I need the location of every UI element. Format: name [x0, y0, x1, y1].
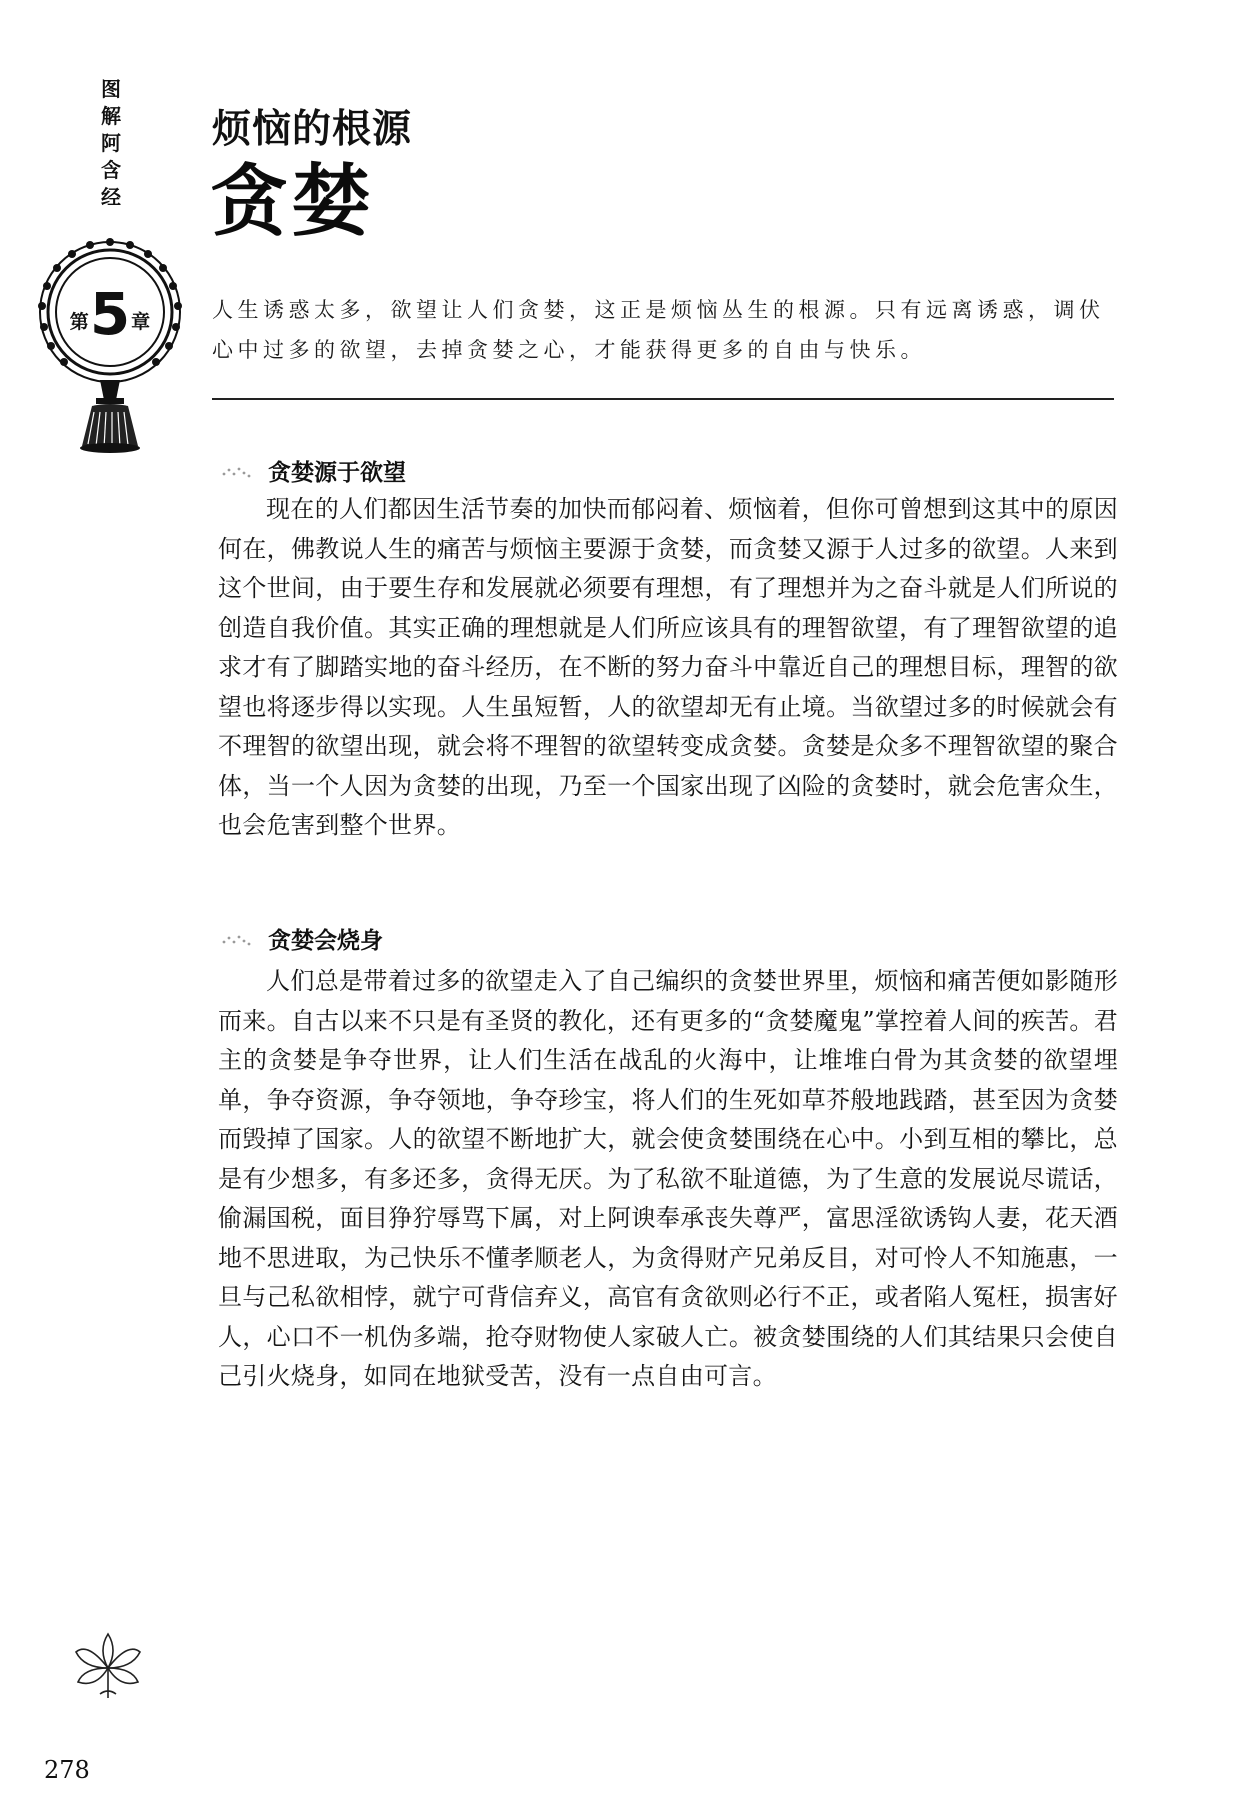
body-paragraph: 现在的人们都因生活节奏的加快而郁闷着、烦恼着，但你可曾想到这其中的原因何在，佛教说人生的痛苦与烦恼主要源于贪婪，而贪婪又源于人过多的欲望。人来到这个世间，由于要生存和发展就必须要有理想，有了理想并为之奋斗就是人们所说的创造自我价值。其实正确的理想就是人们所应该具有的理智欲望，有了理智欲望的追求才有了脚踏实地的奋斗经历，在不断的努力奋斗中靠近自己的理想目标，理智的欲望也将逐步得以实现。人生虽短暂，人的欲望却无有止境。当欲望过多的时候就会有不理智的欲望出现，就会将不理智的欲望转变成贪婪。贪婪是众多不理智欲望的聚合体，当一个人因为贪婪的出现，乃至一个国家出现了凶险的贪婪时，就会危害众生，也会危害到整个世界。: [218, 495, 1118, 839]
chapter-medallion: [34, 226, 186, 458]
intro-paragraph: 人生诱惑太多，欲望让人们贪婪，这正是烦恼丛生的根源。只有远离诱惑，调伏心中过多的欲望，去掉贪婪之心，才能获得更多的自由与快乐。: [212, 298, 1105, 362]
page-number: 278: [44, 1756, 90, 1784]
lotus-flower-icon: [70, 1628, 146, 1702]
chapter-label: [34, 280, 186, 352]
section-heading: [220, 922, 383, 955]
section-heading-text: 贪婪会烧身: [268, 928, 383, 954]
book-title-char: 经: [101, 185, 121, 209]
book-title-char: 含: [101, 158, 121, 182]
flourish-icon: [220, 932, 254, 948]
section-heading-text: 贪婪源于欲望: [268, 460, 406, 486]
section-kicker: 烦恼的根源: [212, 106, 413, 152]
body-paragraph: 人们总是带着过多的欲望走入了自己编织的贪婪世界里，烦恼和痛苦便如影随形而来。自古以来不只是有圣贤的教化，还有更多的“贪婪魔鬼”掌控着人间的疾苦。君主的贪婪是争夺世界，让人们生活在战乱的火海中，让堆堆白骨为其贪婪的欲望埋单，争夺资源，争夺领地，争夺珍宝，将人们的生死如草芥般地践踏，甚至因为贪婪而毁掉了国家。人的欲望不断地扩大，就会使贪婪围绕在心中。小到互相的攀比，总是有少想多，有多还多，贪得无厌。为了私欲不耻道德，为了生意的发展说尽谎话，偷漏国税，面目狰狞辱骂下属，对上阿谀奉承丧失尊严，富思淫欲诱钩人妻，花天酒地不思进取，为己快乐不懂孝顺老人，为贪得财产兄弟反目，对可怜人不知施惠，一旦与己私欲相悖，就宁可背信弃义，高官有贪欲则必行不正，或者陷人冤枉，损害好人，心口不一机伪多端，抢夺财物使人家破人亡。被贪婪围绕的人们其结果只会使自己引火烧身，如同在地狱受苦，没有一点自由可言。: [218, 967, 1118, 1390]
chapter-suffix: 章: [131, 311, 151, 333]
chapter-number: 5: [89, 280, 131, 348]
chapter-prefix: 第: [69, 311, 89, 333]
book-title-vertical: [96, 76, 126, 211]
page-title: 贪婪: [210, 156, 375, 247]
flourish-icon: [220, 464, 254, 480]
book-title-char: 阿: [101, 131, 121, 155]
book-title-char: 图: [101, 77, 121, 101]
book-title-char: 解: [101, 104, 121, 128]
divider: [212, 398, 1114, 400]
section-heading: [220, 454, 406, 487]
